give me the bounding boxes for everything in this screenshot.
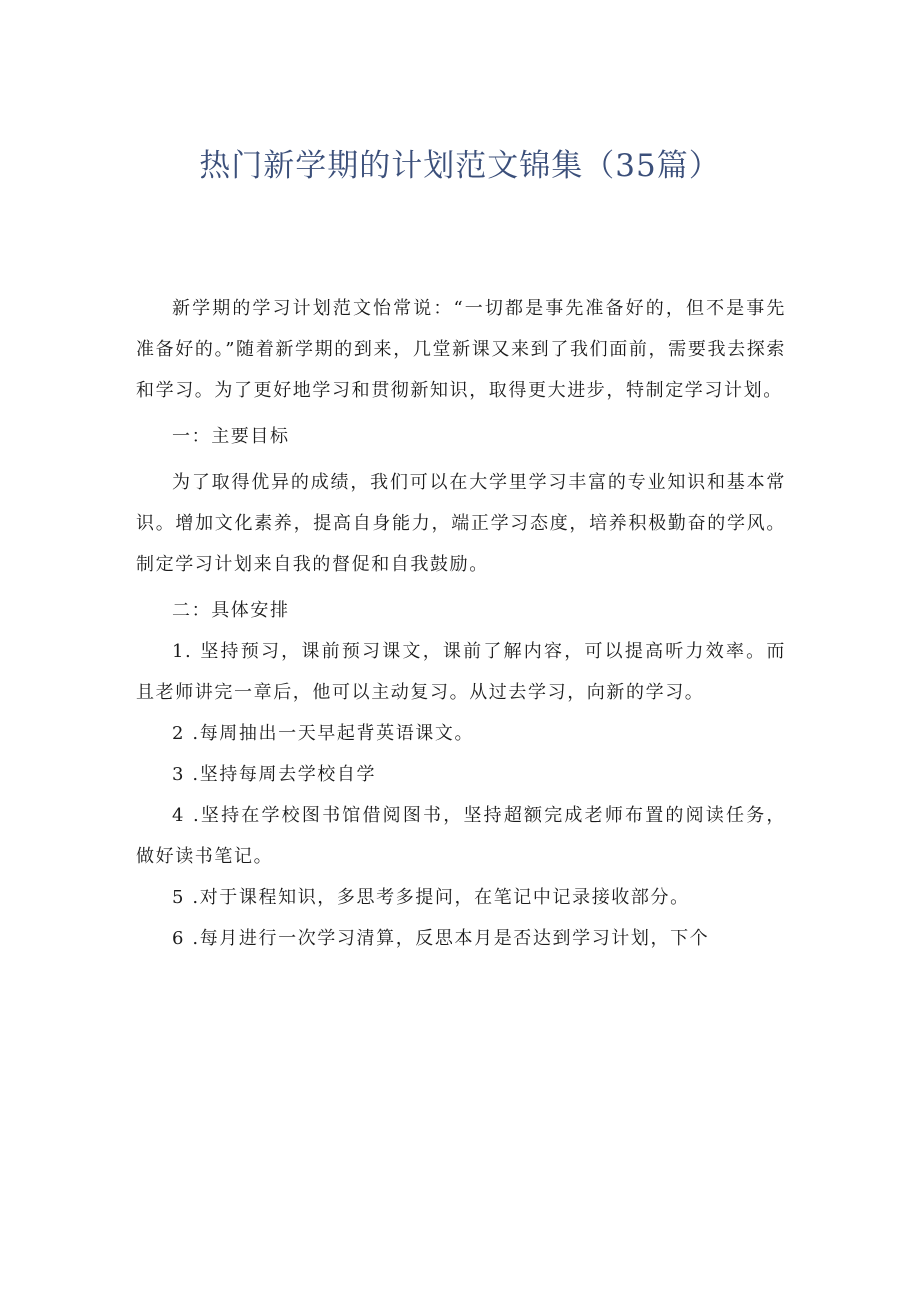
section-heading-arrangement: 二：具体安排 [172, 600, 290, 621]
list-item: 2 .每周抽出一天早起背英语课文。 [172, 723, 475, 744]
list-item: 4 .坚持在学校图书馆借阅图书，坚持超额完成老师布置的阅读任务，做好读书笔记。 [136, 805, 786, 867]
page-title: 热门新学期的计划范文锦集（35篇） [199, 148, 721, 184]
list-item: 3 .坚持每周去学校自学 [172, 764, 377, 785]
list-item: 6 .每月进行一次学习清算，反思本月是否达到学习计划，下个 [172, 928, 710, 949]
list-item: 5 .对于课程知识，多思考多提问，在笔记中记录接收部分。 [172, 887, 690, 908]
list-item: 1. 坚持预习，课前预习课文，课前了解内容，可以提高听力效率。而且老师讲完一章后，他可以主动复习。从过去学习，向新的学习。 [136, 641, 786, 703]
section-heading-goals: 一：主要目标 [172, 426, 290, 447]
goals-paragraph: 为了取得优异的成绩，我们可以在大学里学习丰富的专业知识和基本常识。增加文化素养，提高自身能力，端正学习态度，培养积极勤奋的学风。制定学习计划来自我的督促和自我鼓励。 [136, 472, 786, 575]
intro-paragraph: 新学期的学习计划范文怡常说：“一切都是事先准备好的，但不是事先准备好的。”随着新学期的到来，几堂新课又来到了我们面前，需要我去探索和学习。为了更好地学习和贯彻新知识，取得更大进步，特制定学习计划。 [136, 298, 786, 401]
document-body [136, 288, 786, 959]
